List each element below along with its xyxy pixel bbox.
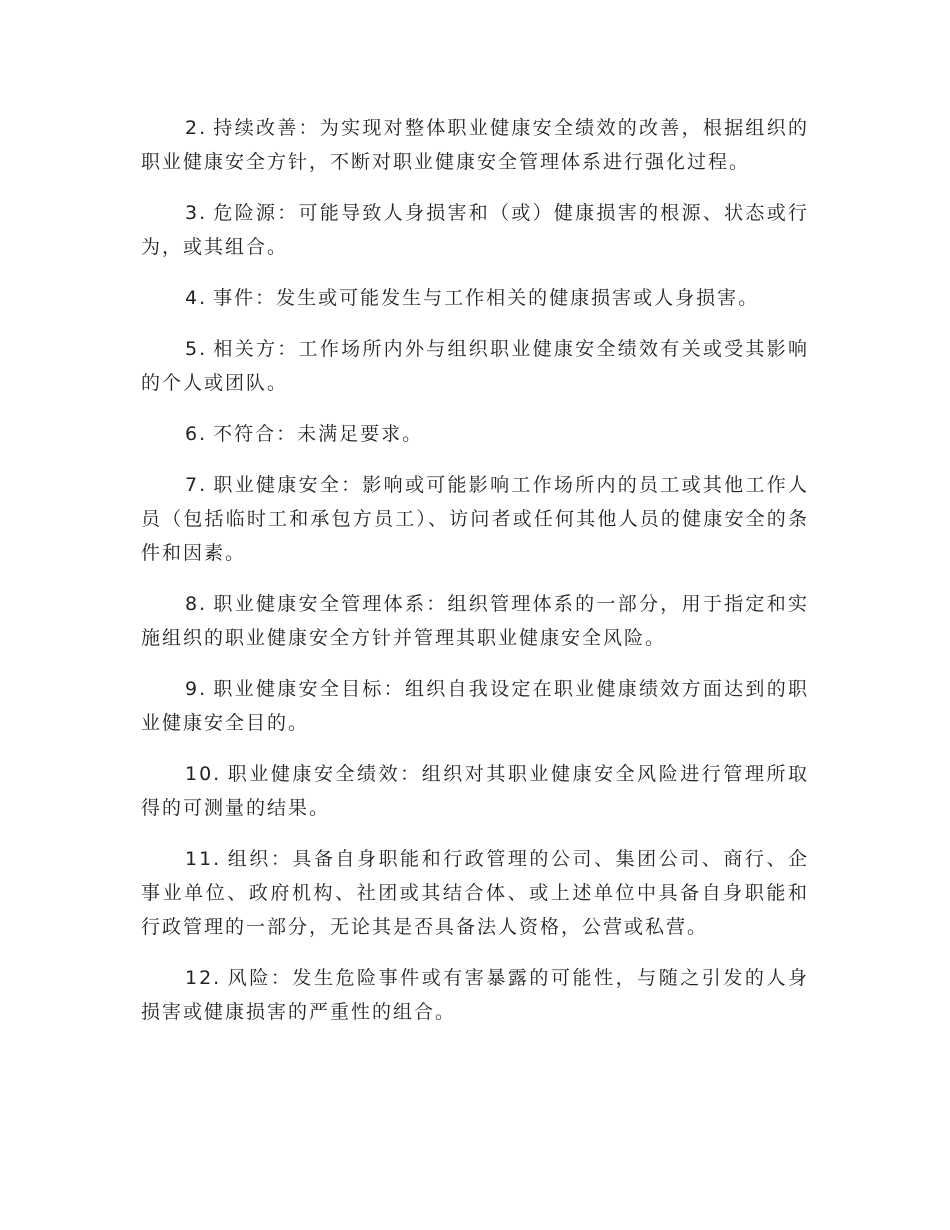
definition-text: 组织：具备自身职能和行政管理的公司、集团公司、商行、企事业单位、政府机构、社团或其结合体、或上述单位中具备自身职能和行政管理的一部分，无论其是否具备法人资格，公营或私营。 <box>141 848 809 938</box>
definition-text: 职业健康安全绩效：组织对其职业健康安全风险进行管理所取得的可测量的结果。 <box>141 763 809 819</box>
definition-number: 3. <box>185 202 208 224</box>
document-body <box>141 111 809 1046</box>
definition-text: 危险源：可能导致人身损害和（或）健康损害的根源、状态或行为，或其组合。 <box>141 202 809 258</box>
definition-text: 持续改善：为实现对整体职业健康安全绩效的改善，根据组织的职业健康安全方针，不断对职业健康安全管理体系进行强化过程。 <box>141 117 809 173</box>
definition-number: 7. <box>185 474 208 496</box>
definition-text: 相关方：工作场所内外与组织职业健康安全绩效有关或受其影响的个人或团队。 <box>141 338 809 394</box>
definition-paragraph <box>141 417 809 451</box>
definition-number: 11. <box>185 848 222 870</box>
definition-paragraph <box>141 672 809 740</box>
definition-paragraph <box>141 842 809 944</box>
definition-text: 职业健康安全目标：组织自我设定在职业健康绩效方面达到的职业健康安全目的。 <box>141 678 809 734</box>
definition-paragraph <box>141 111 809 179</box>
definition-paragraph <box>141 332 809 400</box>
definition-paragraph <box>141 757 809 825</box>
definition-text: 事件：发生或可能发生与工作相关的健康损害或人身损害。 <box>213 287 760 309</box>
definition-number: 9. <box>185 678 208 700</box>
definition-paragraph <box>141 961 809 1029</box>
definition-paragraph <box>141 587 809 655</box>
definition-number: 4. <box>185 287 208 309</box>
definition-number: 12. <box>185 967 222 989</box>
definition-paragraph <box>141 468 809 570</box>
definition-number: 5. <box>185 338 208 360</box>
definition-paragraph <box>141 281 809 315</box>
definition-text: 职业健康安全：影响或可能影响工作场所内的员工或其他工作人员（包括临时工和承包方员工）、访问者或任何其他人员的健康安全的条件和因素。 <box>141 474 809 564</box>
definition-text: 职业健康安全管理体系：组织管理体系的一部分，用于指定和实施组织的职业健康安全方针并管理其职业健康安全风险。 <box>141 593 809 649</box>
definition-number: 6. <box>185 423 208 445</box>
definition-number: 2. <box>185 117 208 139</box>
definition-paragraph <box>141 196 809 264</box>
definition-text: 不符合：未满足要求。 <box>213 423 424 445</box>
definition-number: 10. <box>185 763 222 785</box>
definition-text: 风险：发生危险事件或有害暴露的可能性，与随之引发的人身损害或健康损害的严重性的组合。 <box>141 967 809 1023</box>
definition-number: 8. <box>185 593 208 615</box>
